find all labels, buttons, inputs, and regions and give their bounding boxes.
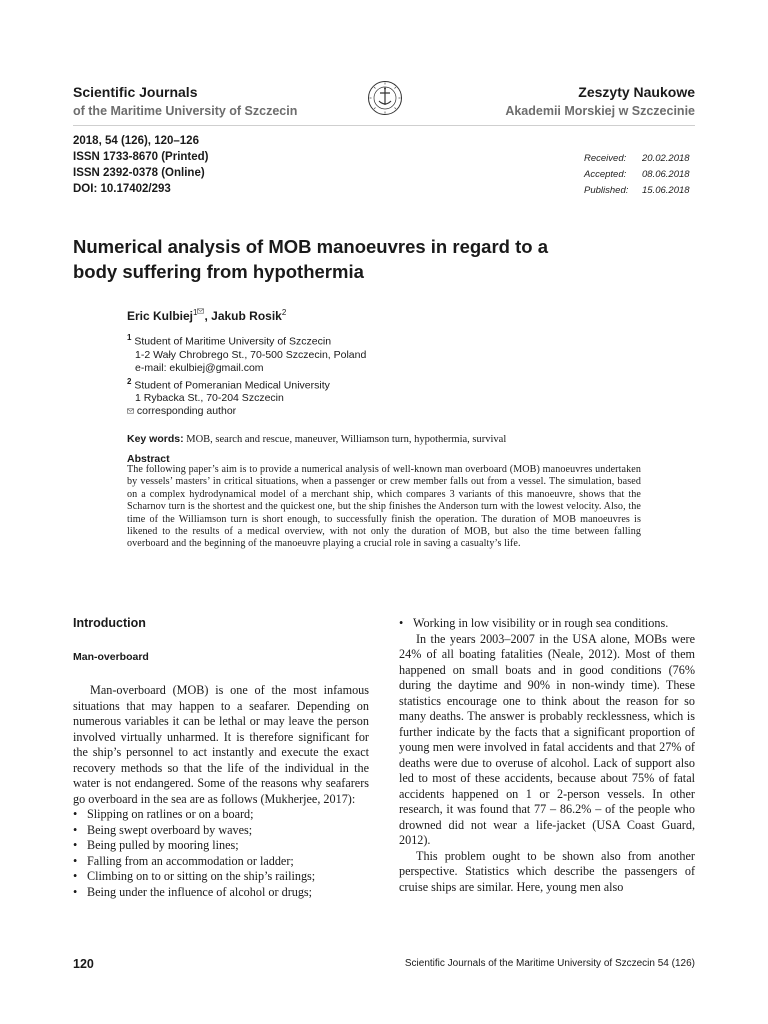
bullet-list: [73, 807, 369, 900]
body-paragraph: Man-overboard (MOB) is one of the most infamous situations that may happen to a seafarer. Depending on numerous variables it can be lethal or may leave the person involved virtually unharmed. It is therefore significant for the ship’s personnel to act instantly and execute the exact recovery methods so that the life of the individual in the water is not endangered. Some of the reasons why seafarers go overboard in the sea are as follows (Mukherjee, 2017):: [73, 683, 369, 806]
list-item: • Being under the influence of alcohol or drugs;: [73, 885, 369, 901]
affiliation-number: 2: [127, 376, 132, 386]
issue-volume: 2018, 54 (126), 120–126: [73, 135, 199, 147]
journal-name-en: Scientific Journals: [73, 84, 198, 100]
list-item: • Working in low visibility or in rough sea conditions.: [399, 616, 695, 632]
body-column-right: [399, 616, 695, 895]
list-item: • Falling from an accommodation or ladder;: [73, 854, 369, 870]
keywords-text: MOB, search and rescue, maneuver, Williamson turn, hypothermia, survival: [183, 434, 507, 445]
page-number: 120: [73, 957, 94, 971]
issn-print: ISSN 1733-8670 (Printed): [73, 151, 209, 163]
running-footer: Scientific Journals of the Maritime University of Szczecin 54 (126): [404, 958, 695, 969]
keywords: [127, 433, 506, 445]
corresponding-author-note: corresponding author: [136, 405, 237, 417]
body-paragraph: In the years 2003–2007 in the USA alone, MOBs were 24% of all boating fatalities (Neale, 2012). Most of them happened on small boats and in good conditions (76% during the daytime and 90% in non-windy time). These statistics encourage one to think about the reason for so many deaths. The answer is probably recklessness, which is further indicate by the facts that a significant proportion of young men were involved in fatal accidents and that 27% of deaths were due to overuse of alcohol. Lack of support also led to most of these accidents, because about 75% of fatal accidents happened on 1 or 2-person vessels. In other research, it was found that 77 – 86.2% – of the people who drowned did not wear a life-jacket (USA Coast Guard, 2012).: [399, 631, 695, 847]
author-name: Jakub Rosik: [211, 309, 282, 323]
article-dates: [584, 151, 690, 199]
list-item: • Slipping on ratlines or on a board;: [73, 807, 369, 823]
affiliation-number: 1: [127, 333, 132, 342]
accepted-label: Accepted:: [584, 169, 627, 180]
abstract-heading: Abstract: [127, 453, 170, 465]
affiliation-line: Student of Maritime University of Szczecin: [134, 335, 332, 348]
journal-publisher-pl: Akademii Morskiej w Szczecinie: [505, 104, 695, 118]
affiliations: [127, 331, 366, 418]
affiliation-line: 1-2 Wały Chrobrego St., 70-500 Szczecin, Poland: [135, 348, 367, 361]
envelope-icon: [127, 408, 134, 414]
author-list: [127, 308, 286, 323]
body-column-left: [73, 683, 369, 900]
journal-publisher-en: of the Maritime University of Szczecin: [73, 104, 298, 118]
subsection-heading: Man-overboard: [73, 651, 149, 663]
issue-info: [73, 133, 209, 197]
published-date: 15.06.2018: [642, 185, 690, 196]
list-item: • Being pulled by mooring lines;: [73, 838, 369, 854]
accepted-date: 08.06.2018: [642, 169, 690, 180]
university-seal-icon: [367, 80, 403, 116]
received-label: Received:: [584, 153, 627, 164]
bullet-list: [399, 616, 695, 632]
email[interactable]: e-mail: ekulbiej@gmail.com: [135, 361, 264, 374]
author-affiliation-mark: 1: [193, 308, 198, 317]
list-item: • Climbing on to or sitting on the ship’s railings;: [73, 869, 369, 885]
affiliation-line: 1 Rybacka St., 70-204 Szczecin: [135, 392, 284, 404]
keywords-label: Key words:: [127, 433, 184, 445]
article-title: Numerical analysis of MOB manoeuvres in regard to a body suffering from hypothermia: [73, 236, 548, 282]
abstract-text: The following paper’s aim is to provide a numerical analysis of well-known man overboard (MOB) manoeuvres undertaken by vessels’ masters’ in critical situations, when a passenger or crew member falls out from a vessel. The simulation, based on a complex hydrodynamical model of a merchant ship, which compares 3 variants of this manoeuvre, shows that the Scharnov turn is the shortest and the quickest one, but the ship finishes the Anderson turn with the lowest velocity. Also, the time of the Williamson turn is short enough, to successfully finish the operation. The duration of MOB manoeuvres is likened to the results of a medical overview, with not only the duration of MOB, but also the time between falling overboard and the beginning of the manoeuvre playing a crucial role in saving a casualty’s life.: [127, 464, 641, 550]
affiliation-line: Student of Pomeranian Medical University: [134, 379, 330, 391]
author-affiliation-mark: 2: [281, 308, 287, 317]
doi[interactable]: DOI: 10.17402/293: [73, 183, 171, 195]
published-label: Published:: [584, 185, 629, 196]
issn-online: ISSN 2392-0378 (Online): [73, 167, 205, 179]
received-date: 20.02.2018: [642, 153, 690, 164]
author-separator: ,: [204, 309, 212, 323]
body-paragraph: This problem ought to be shown also from another perspective. Statistics which describe the passengers of cruise ships are similar. Here, young men also: [399, 848, 695, 894]
header-divider: [73, 125, 695, 126]
journal-name-pl: Zeszyty Naukowe: [578, 84, 695, 100]
author-name: Eric Kulbiej: [127, 309, 194, 323]
section-heading: Introduction: [73, 616, 146, 630]
list-item: • Being swept overboard by waves;: [73, 823, 369, 839]
